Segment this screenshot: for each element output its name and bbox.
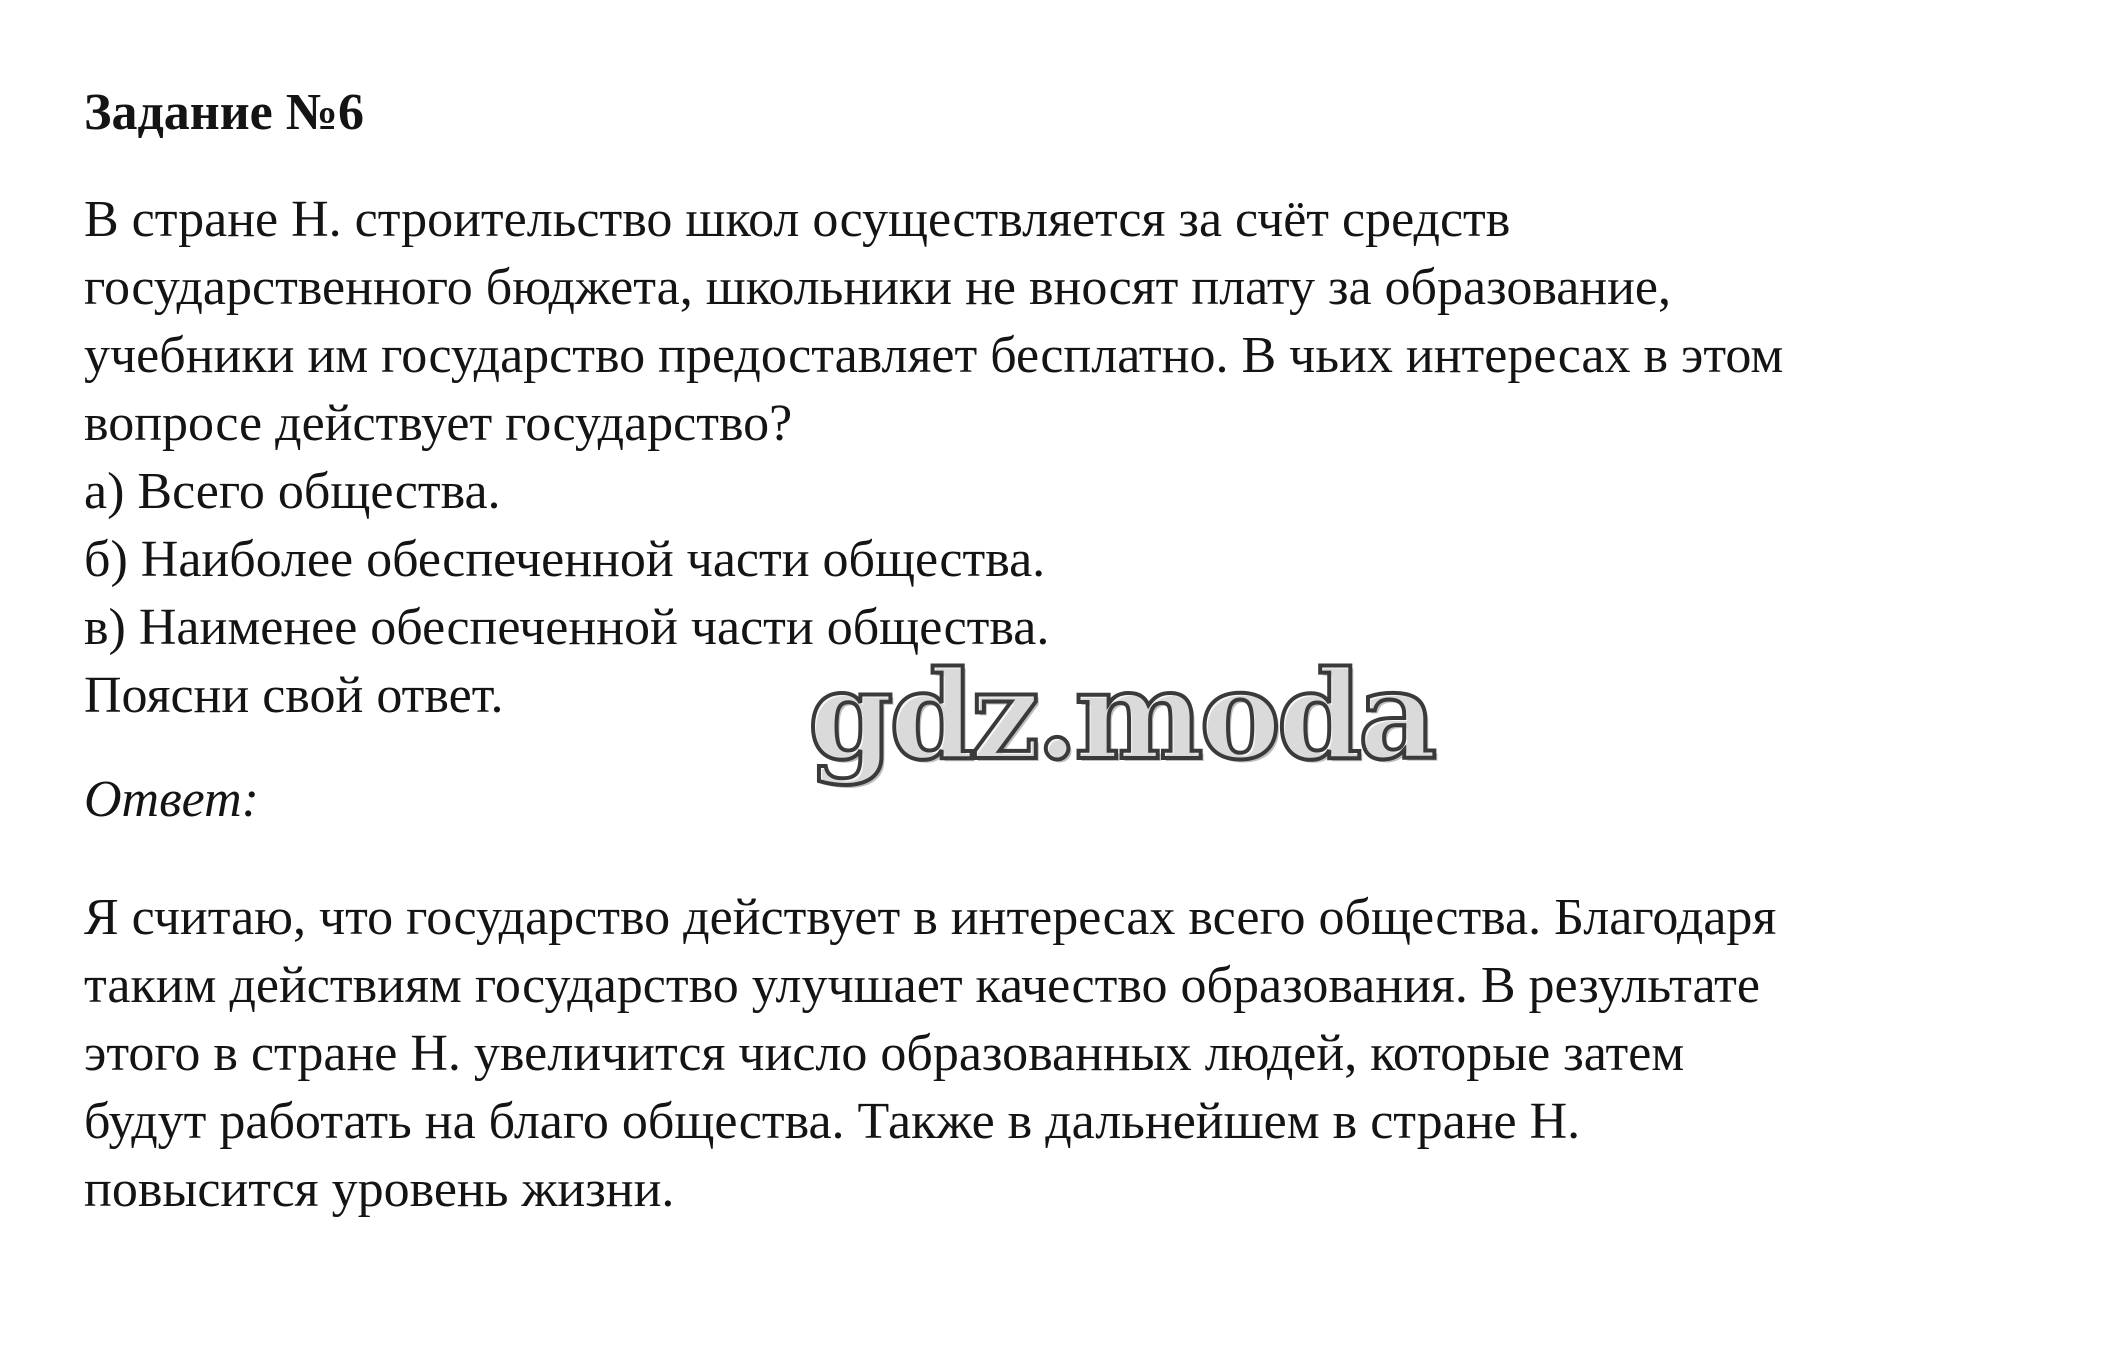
question-line: вопросе действует государство? (84, 395, 793, 452)
question-line: В стране Н. строительство школ осуществляется за счёт средств (84, 191, 1511, 248)
answer-label: Ответ: (84, 771, 259, 828)
task-title: Задание №6 (84, 84, 365, 141)
option-a: а) Всего общества. (84, 463, 501, 520)
document-page (84, 78, 2044, 1224)
option-c: в) Наименее обеспеченной части общества. (84, 599, 1050, 656)
watermark-logo: gdz.moda (808, 643, 1434, 787)
answer-line: этого в стране Н. увеличится число образованных людей, которые затем (84, 1025, 1685, 1082)
question-line: государственного бюджета, школьники не вносят плату за образование, (84, 259, 1672, 316)
question-text (84, 186, 2044, 458)
answer-options (84, 458, 2044, 662)
question-line: учебники им государство предоставляет бесплатно. В чьих интересах в этом (84, 327, 1784, 384)
answer-line: будут работать на благо общества. Также в дальнейшем в стране Н. (84, 1093, 1581, 1150)
answer-line: повысится уровень жизни. (84, 1161, 675, 1218)
answer-line: Я считаю, что государство действует в интересах всего общества. Благодаря (84, 889, 1777, 946)
instruction-text: Поясни свой ответ. (84, 667, 504, 724)
answer-line: таким действиям государство улучшает качество образования. В результате (84, 957, 1760, 1014)
option-b: б) Наиболее обеспеченной части общества. (84, 531, 1046, 588)
answer-text (84, 884, 2044, 1224)
